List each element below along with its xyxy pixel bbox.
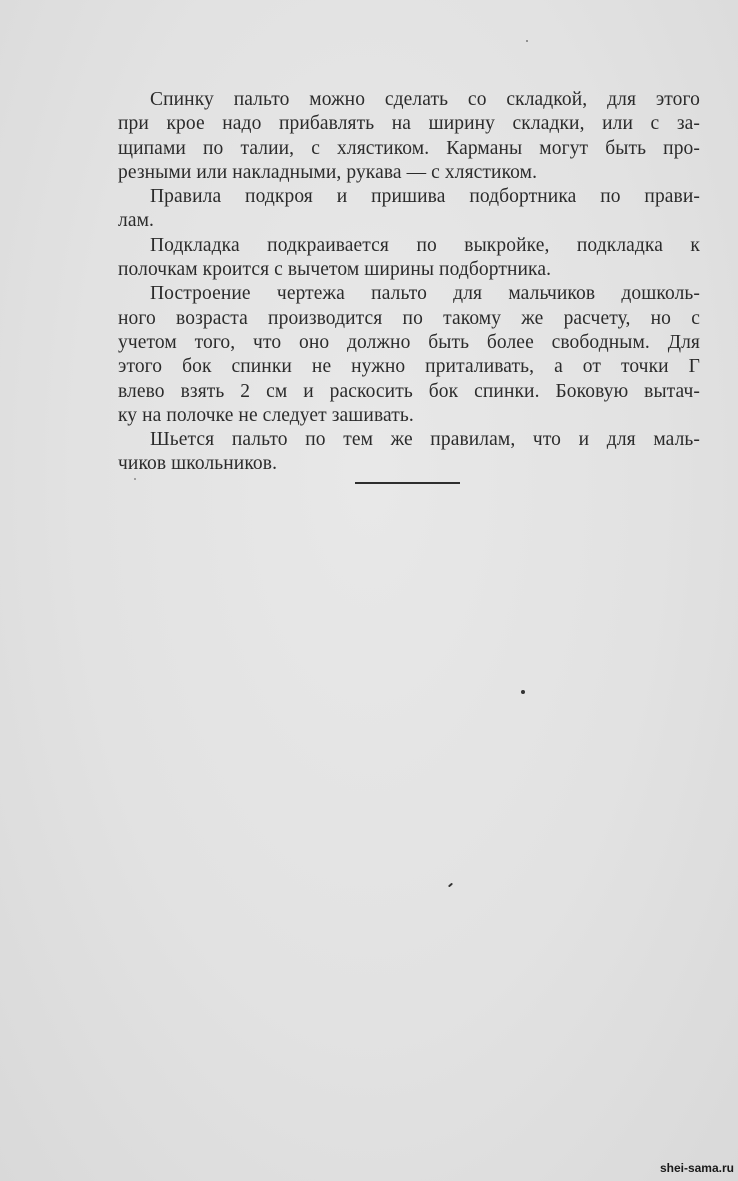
text-line: лам. [118,210,155,232]
text-line: Шьется пальто по тем же правилам, что и для маль- [150,429,700,451]
scan-speck [521,690,525,694]
text-line: полочкам кроится с вычетом ширины подбортника. [118,259,552,281]
scan-speck [134,478,136,480]
text-line: ного возраста производится по такому же расчету, но с [118,307,700,329]
scan-speck [448,883,453,888]
text-line: резными или накладными, рукава — с хлястиком. [118,161,538,183]
section-divider [355,482,460,484]
body-text [118,88,700,477]
site-watermark: shei-sama.ru [659,1161,734,1175]
text-line: учетом того, что оно должно быть более свободным. Для [118,331,700,353]
text-line: Правила подкроя и пришива подбортника по прави- [150,186,700,208]
text-line: этого бок спинки не нужно приталивать, а от точки Г [118,356,700,378]
text-line: щипами по талии, с хлястиком. Карманы могут быть про- [118,137,700,159]
text-line: влево взять 2 см и раскосить бок спинки. Боковую вытач- [118,380,700,402]
text-line: Построение чертежа пальто для мальчиков дошколь- [150,283,700,305]
text-line: Подкладка подкраивается по выкройке, подкладка к [150,234,700,256]
text-line: при крое надо прибавлять на ширину складки, или с за- [118,113,700,135]
text-line: ку на полочке не следует зашивать. [118,404,414,426]
scan-speck [526,40,528,42]
text-line: Спинку пальто можно сделать со складкой, для этого [150,89,700,110]
text-line: чиков школьников. [118,453,278,475]
